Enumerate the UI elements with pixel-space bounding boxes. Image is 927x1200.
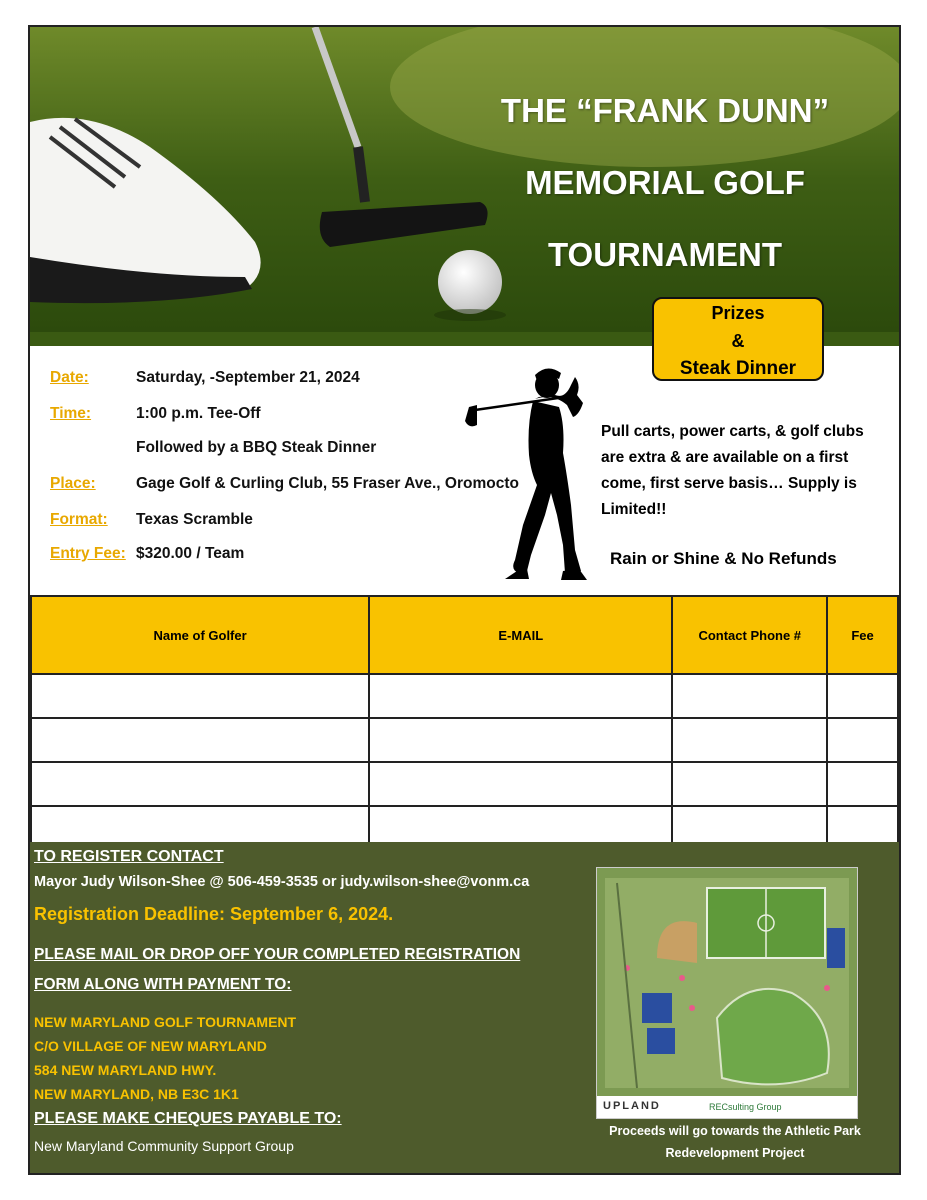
col-phone: Contact Phone # bbox=[672, 596, 827, 674]
map-credit-bar bbox=[597, 1096, 857, 1118]
fee-cell[interactable] bbox=[827, 762, 898, 806]
table-row bbox=[31, 674, 898, 718]
golfer-silhouette-icon bbox=[455, 355, 595, 585]
hero-banner bbox=[30, 27, 899, 332]
prizes-badge bbox=[652, 297, 824, 381]
prizes-line: & bbox=[731, 331, 745, 351]
place-label: Place: bbox=[50, 475, 96, 492]
payee: New Maryland Community Support Group bbox=[34, 1138, 294, 1154]
table-row bbox=[31, 762, 898, 806]
phone-cell[interactable] bbox=[672, 762, 827, 806]
phone-cell[interactable] bbox=[672, 674, 827, 718]
mail-instructions-1: PLEASE MAIL OR DROP OFF YOUR COMPLETED REGISTRATION bbox=[34, 946, 521, 963]
time-value: 1:00 p.m. Tee-Off bbox=[136, 405, 261, 422]
phone-cell[interactable] bbox=[672, 718, 827, 762]
tournament-title bbox=[425, 75, 899, 291]
recsulting-logo: RECsulting Group bbox=[709, 1102, 782, 1112]
carts-note: Pull carts, power carts, & golf clubs are extra & are available on a first come, first serve basis… Supply is Limited!! bbox=[601, 423, 864, 518]
contact-info: Mayor Judy Wilson-Shee @ 506-459-3535 or judy.wilson-shee@vonm.ca bbox=[34, 874, 530, 890]
entry-fee-label: Entry Fee: bbox=[50, 545, 126, 562]
registration-footer bbox=[30, 842, 899, 1173]
upland-logo: UPLAND bbox=[603, 1100, 661, 1112]
flyer-page bbox=[28, 25, 901, 1175]
registration-table bbox=[30, 595, 899, 851]
title-line: TOURNAMENT bbox=[547, 236, 783, 273]
col-email: E-MAIL bbox=[369, 596, 672, 674]
address-line: NEW MARYLAND GOLF TOURNAMENT bbox=[34, 1014, 297, 1030]
date-label: Date: bbox=[50, 369, 89, 386]
cheques-heading: PLEASE MAKE CHEQUES PAYABLE TO: bbox=[34, 1110, 342, 1127]
dinner-note: Followed by a BBQ Steak Dinner bbox=[136, 439, 377, 456]
title-line: THE “FRANK DUNN” bbox=[500, 92, 830, 129]
site-plan-map bbox=[597, 868, 857, 1096]
address-line: NEW MARYLAND, NB E3C 1K1 bbox=[34, 1086, 239, 1102]
col-golfer-name: Name of Golfer bbox=[31, 596, 369, 674]
golfer-name-cell[interactable] bbox=[31, 674, 369, 718]
format-value: Texas Scramble bbox=[136, 511, 253, 528]
rain-note: Rain or Shine & No Refunds bbox=[610, 549, 837, 568]
proceeds-line: Proceeds will go towards the Athletic Park bbox=[609, 1124, 861, 1138]
golfer-name-cell[interactable] bbox=[31, 762, 369, 806]
email-cell[interactable] bbox=[369, 718, 672, 762]
address-line: C/O VILLAGE OF NEW MARYLAND bbox=[34, 1038, 267, 1054]
registration-deadline: Registration Deadline: September 6, 2024. bbox=[34, 904, 394, 924]
prizes-line: Steak Dinner bbox=[679, 358, 797, 379]
golfer-name-cell[interactable] bbox=[31, 718, 369, 762]
time-label: Time: bbox=[50, 405, 92, 422]
date-value: Saturday, -September 21, 2024 bbox=[136, 369, 360, 386]
fee-cell[interactable] bbox=[827, 718, 898, 762]
prizes-line: Prizes bbox=[711, 303, 765, 323]
table-row bbox=[31, 718, 898, 762]
entry-fee-value: $320.00 / Team bbox=[136, 545, 245, 562]
table-header-row bbox=[31, 596, 898, 674]
fee-cell[interactable] bbox=[827, 674, 898, 718]
register-heading: TO REGISTER CONTACT bbox=[34, 848, 224, 865]
proceeds-note bbox=[590, 1120, 880, 1164]
title-line: MEMORIAL GOLF bbox=[525, 164, 805, 201]
email-cell[interactable] bbox=[369, 762, 672, 806]
mail-instructions-2: FORM ALONG WITH PAYMENT TO: bbox=[34, 976, 292, 993]
proceeds-line: Redevelopment Project bbox=[665, 1146, 805, 1160]
col-fee: Fee bbox=[827, 596, 898, 674]
place-value: Gage Golf & Curling Club, 55 Fraser Ave., Oromocto bbox=[136, 475, 519, 492]
athletic-park-site-plan bbox=[596, 867, 858, 1119]
address-line: 584 NEW MARYLAND HWY. bbox=[34, 1062, 217, 1078]
format-label: Format: bbox=[50, 511, 108, 528]
email-cell[interactable] bbox=[369, 674, 672, 718]
